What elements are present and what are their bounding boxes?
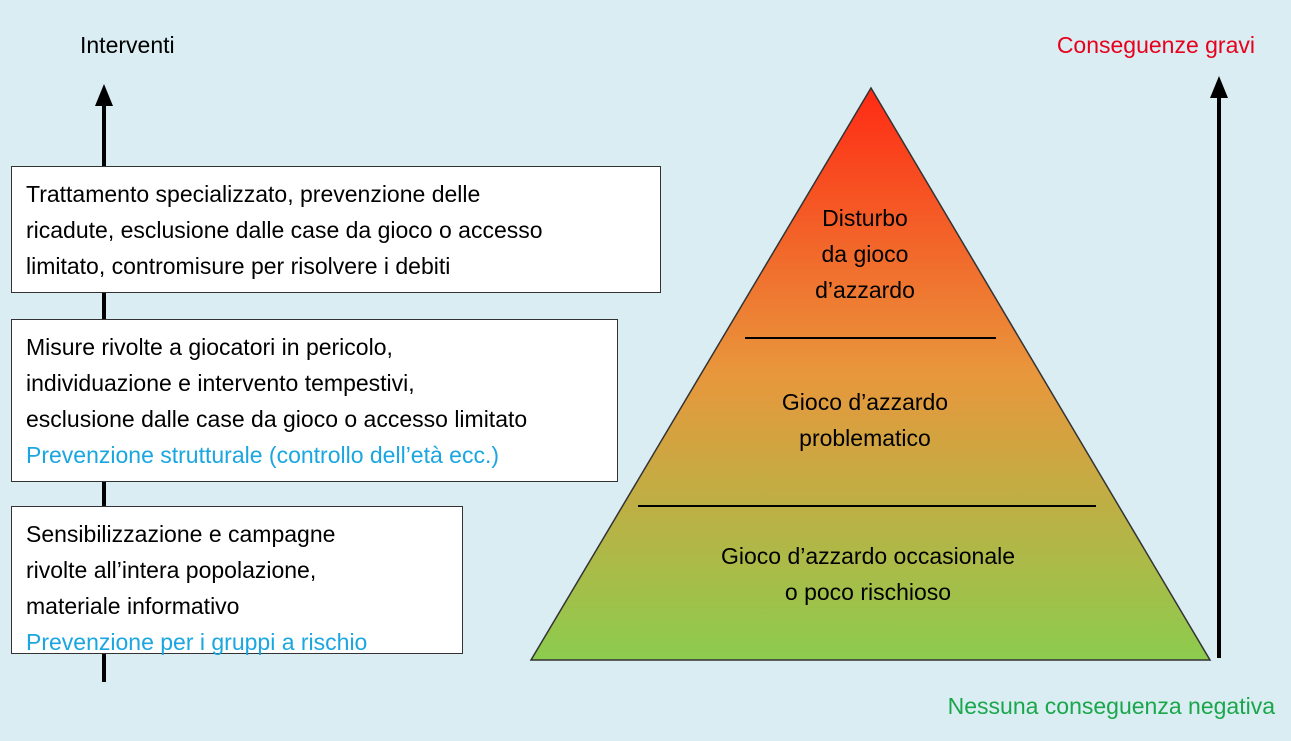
risk-group-prevention-text: Prevenzione per i gruppi a rischio (26, 629, 368, 655)
box-text-line: Trattamento specializzato, prevenzione delle (26, 181, 481, 207)
box-text-line: Sensibilizzazione e campagne (26, 521, 336, 547)
box-text-line: individuazione e intervento tempestivi, (26, 370, 415, 396)
box-text-line: Misure rivolte a giocatori in pericolo, (26, 334, 393, 360)
box-text-line: limitato, contromisure per risolvere i debiti (26, 253, 451, 279)
box-text-line: esclusione dalle case da gioco o accesso limitato (26, 406, 528, 432)
tier-text-line: da gioco (821, 241, 909, 267)
tier-text-line: Gioco d’azzardo occasionale (720, 543, 1016, 569)
tier-text-line: Gioco d’azzardo (781, 389, 949, 415)
severe-consequences-label: Conseguenze gravi (1056, 32, 1255, 58)
pyramid-tier-occasional (721, 538, 1015, 610)
box-text-line: ricadute, esclusione dalle case da gioco o accesso (26, 217, 543, 243)
interventions-axis-label: Interventi (80, 32, 175, 58)
box-text-line: rivolte all’intera popolazione, (26, 557, 317, 583)
tier-text-line: o poco rischioso (784, 579, 952, 605)
box-text-line: materiale informativo (26, 593, 240, 619)
structural-prevention-text: Prevenzione strutturale (controllo dell’età ecc.) (26, 442, 500, 468)
pyramid-tier-problematic (782, 384, 948, 456)
pyramid-tier-disorder (815, 200, 915, 308)
no-negative-consequences-label: Nessuna conseguenza negativa (947, 693, 1275, 719)
tier-text-line: Disturbo (822, 205, 908, 231)
tier-text-line: problematico (799, 425, 931, 451)
tier-text-line: d’azzardo (815, 277, 915, 303)
